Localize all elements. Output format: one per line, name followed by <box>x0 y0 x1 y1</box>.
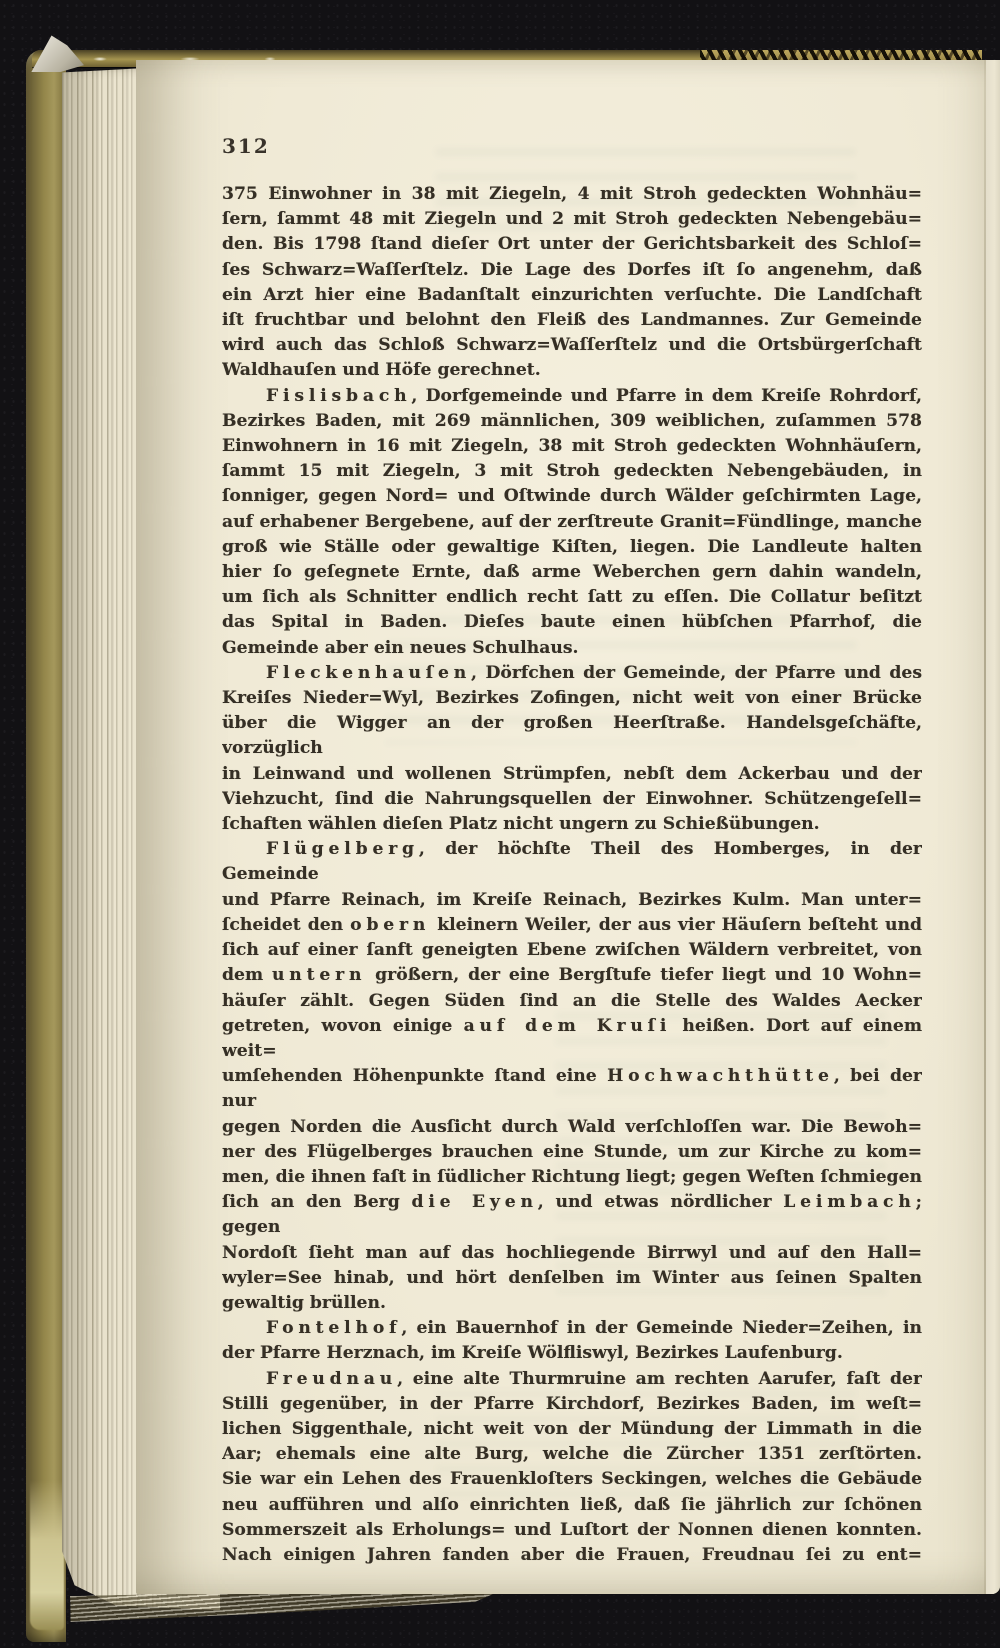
text-line: Gemeinde aber ein neues Schulhaus. <box>222 637 579 658</box>
letterspaced-word: Fontelhof <box>266 1318 402 1339</box>
text-line: Stilli gegenüber, in der Pfarre Kirchdorf, Bezirkes Baden, im weſt= <box>222 1393 922 1414</box>
text-line: neu aufführen und alſo einrichten ließ, daß ſie jährlich zur ſchönen <box>222 1494 922 1515</box>
text-line: Fislisbach, Dorfgemeinde und Pfarre in dem Kreiſe Rohrdorf, <box>266 385 922 406</box>
text-line: in Leinwand und wollenen Strümpfen, nebſt dem Ackerbau und der <box>222 763 922 784</box>
paragraph <box>222 837 922 1316</box>
text-line: ſich auf einer ſanft geneigten Ebene zwiſchen Wäldern verbreitet, von <box>222 940 922 961</box>
text-line: lichen Siggenthale, nicht weit von der Mündung der Limmath in die <box>222 1418 922 1439</box>
text-line: Sie war ein Lehen des Frauenkloſters Seckingen, welches die Gebäude <box>222 1469 922 1490</box>
text-line: getreten, wovon einige auf dem Kruſi heißen. Dort auf einem weit= <box>222 1015 922 1061</box>
letterspaced-word: Fislisbach <box>266 385 412 406</box>
letterspaced-word: Fleckenhauſen <box>266 662 472 683</box>
text-line: und Pfarre Reinach, im Kreiſe Reinach, Bezirkes Kulm. Man unter= <box>222 889 922 910</box>
text-line: ſchaften wählen dieſen Platz nicht ungern zu Schießübungen. <box>222 814 820 835</box>
text-line: wird auch das Schloß Schwarz=Waſſerſtelz und die Ortsbürgerſchaft <box>222 335 922 356</box>
text-line: um ſich als Schnitter endlich recht ſatt zu eſſen. Die Collatur beſitzt <box>222 587 922 608</box>
book-page <box>136 60 1000 1594</box>
text-line: 375 Einwohner in 38 mit Ziegeln, 4 mit Stroh gedeckten Wohnhäu= <box>222 184 922 204</box>
text-line: men, die ihnen faſt in ſüdlicher Richtung liegt; gegen Weſten ſchmiegen <box>222 1166 922 1187</box>
text-line: über die Wigger an der großen Heerſtraße. Handelsgeſchäfte, vorzüglich <box>222 713 922 759</box>
text-line: ſich an den Berg die Eyen, und etwas nördlicher Leimbach; gegen <box>222 1192 922 1238</box>
text-line: ſammt 15 mit Ziegeln, 3 mit Stroh gedeckten Nebengebäuden, in <box>222 461 922 482</box>
letterspaced-word: Flügelberg <box>266 839 419 860</box>
text-line: Nordoſt ſieht man auf das hochliegende Birrwyl und auf den Hall= <box>222 1242 922 1263</box>
text-line: ein Arzt hier eine Badanſtalt einzurichten verſuchte. Die Landſchaft <box>222 284 922 305</box>
text-line: Sommerszeit als Erholungs= und Luſtort der Nonnen dienen konnten. <box>222 1519 922 1540</box>
paragraph <box>222 182 922 384</box>
text-line: Freudnau, eine alte Thurmruine am rechten Aarufer, faſt der <box>266 1368 922 1389</box>
text-line: Flügelberg, der höchſte Theil des Homberges, in der Gemeinde <box>222 839 922 885</box>
text-line: hier ſo geſegnete Ernte, daß arme Weberchen gern dahin wandeln, <box>222 562 922 583</box>
text-line: ſcheidet den obern kleinern Weiler, der aus vier Häuſern beſteht und <box>222 914 922 935</box>
text-line: gegen Norden die Ausſicht durch Wald verſchloſſen war. Die Bewoh= <box>222 1116 922 1137</box>
text-line: Nach einigen Jahren fanden aber die Frauen, Freudnau ſei zu ent= <box>222 1544 922 1565</box>
letterspaced-word: die Eyen <box>411 1192 538 1213</box>
letterspaced-word: Leimbach <box>783 1192 916 1213</box>
text-line: dem untern größern, der eine Bergſtufe tiefer liegt und 10 Wohn= <box>222 965 922 986</box>
text-line: wyler=See hinab, und hört denſelben im Winter aus ſeinen Spalten <box>222 1267 922 1288</box>
text-line: Aar; ehemals eine alte Burg, welche die Zürcher 1351 zerſtörten. <box>222 1444 922 1465</box>
text-line: ner des Flügelberges brauchen eine Stunde, um zur Kirche zu kom= <box>222 1141 922 1162</box>
text-line: den. Bis 1798 ſtand dieſer Ort unter der Gerichtsbarkeit des Schloſ= <box>222 234 922 255</box>
letterspaced-word: untern <box>271 965 367 986</box>
text-line: auf erhabener Bergebene, auf der zerſtreute Granit=Fündlinge, manche <box>222 511 922 532</box>
text-line: iſt fruchtbar und belohnt den Fleiß des Landmannes. Zur Gemeinde <box>222 310 922 331</box>
paragraph <box>222 1367 922 1569</box>
text-line: häuſer zählt. Gegen Süden ſind an die Stelle des Waldes Aecker <box>222 990 922 1011</box>
text-line: Fleckenhauſen, Dörfchen der Gemeinde, der Pfarre und des <box>266 662 922 683</box>
text-line: ſonniger, gegen Nord= und Oſtwinde durch Wälder geſchirmten Lage, <box>222 486 922 507</box>
page-number: 312 <box>222 134 270 158</box>
text-line: groß wie Ställe oder gewaltige Kiſten, liegen. Die Landleute halten <box>222 536 922 557</box>
text-line: Kreiſes Nieder=Wyl, Bezirkes Zofingen, nicht weit von einer Brücke <box>222 688 922 709</box>
text-block <box>222 182 922 1568</box>
text-line: das Spital in Baden. Dieſes baute einen hübſchen Pfarrhof, die <box>222 612 922 633</box>
text-line: der Pfarre Herznach, im Kreiſe Wölfliswyl, Bezirkes Laufenburg. <box>222 1343 843 1364</box>
letterspaced-word: Freudnau <box>266 1368 398 1389</box>
letterspaced-word: obern <box>350 914 431 935</box>
text-line: ſes Schwarz=Waſſerſtelz. Die Lage des Dorfes iſt ſo angenehm, daß <box>222 259 922 280</box>
text-line: Fontelhof, ein Bauernhof in der Gemeinde Nieder=Zeihen, in <box>266 1318 922 1339</box>
letterspaced-word: auf dem Kruſi <box>463 1015 672 1036</box>
text-line: Viehzucht, ſind die Nahrungsquellen der Einwohner. Schützengeſell= <box>222 788 922 809</box>
paragraph <box>222 384 922 661</box>
book-cover-tape <box>30 1480 64 1630</box>
book-cover-edge <box>26 50 66 1642</box>
paragraph <box>222 661 922 837</box>
letterspaced-word: Hochwachthütte <box>607 1066 834 1087</box>
text-line: gewaltig brüllen. <box>222 1292 386 1313</box>
page-fold-line <box>984 60 986 1594</box>
text-line: Waldhauſen und Höfe gerechnet. <box>222 360 541 381</box>
paragraph <box>222 1316 922 1366</box>
text-line: Einwohnern in 16 mit Ziegeln, 38 mit Stroh gedeckten Wohnhäuſern, <box>222 436 922 457</box>
text-line: umſehenden Höhenpunkte ſtand eine Hochwachthütte, bei der nur <box>222 1066 922 1112</box>
text-line: ſern, ſammt 48 mit Ziegeln und 2 mit Stroh gedeckten Nebengebäu= <box>222 209 922 230</box>
text-line: Bezirkes Baden, mit 269 männlichen, 309 weiblichen, zuſammen 578 <box>222 410 922 431</box>
adjacent-page-sliver <box>986 60 1000 1594</box>
